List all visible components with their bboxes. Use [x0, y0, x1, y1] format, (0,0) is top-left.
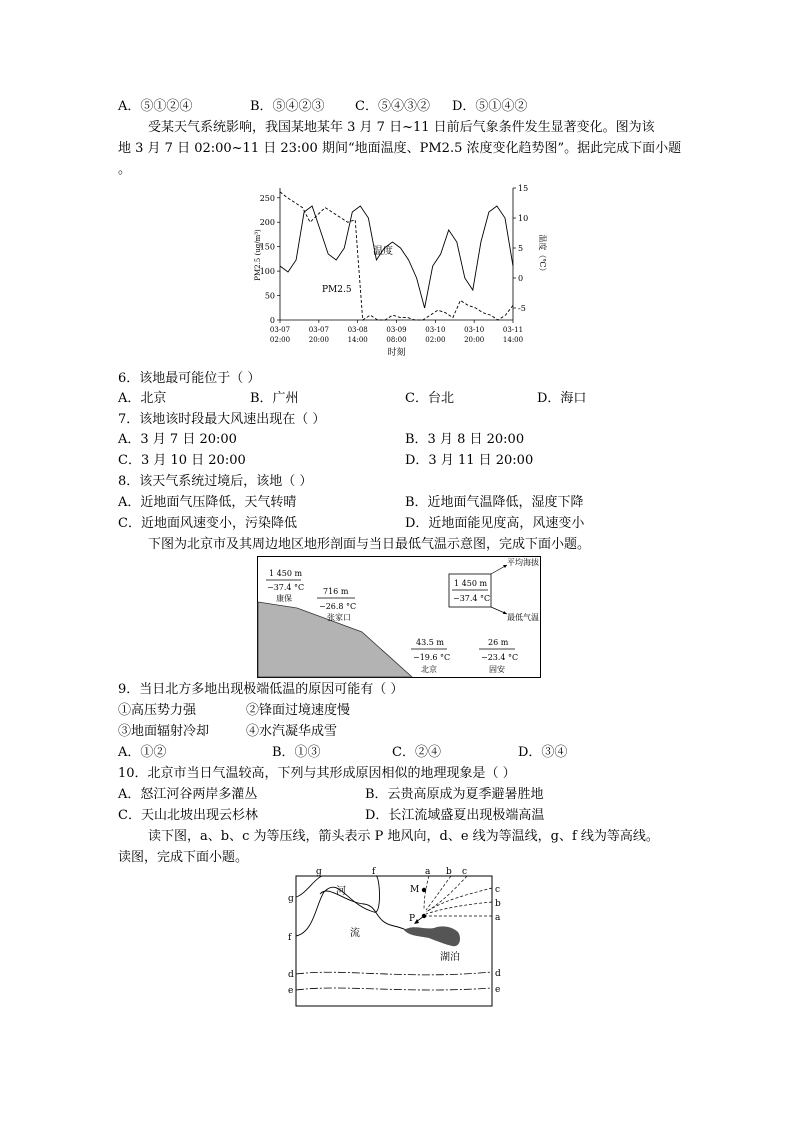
map-label-c-top: c — [462, 867, 468, 877]
q9-option-b: B．①③ — [272, 745, 321, 760]
right-tick-label-1: 0 — [518, 274, 524, 283]
left-tick-label-1: 50 — [264, 291, 275, 301]
q7-stem: 7．该地该时段最大风速出现在（ ） — [118, 412, 326, 427]
q8-stem: 8．该天气系统过境后，该地（ ） — [118, 474, 313, 489]
beijing-elev: 43.5 m — [416, 638, 444, 647]
intro3-line1: 读下图，a、b、c 为等压线，箭头表示 P 地风向，d、e 线为等温线，g、f 线为等高线。 — [148, 829, 659, 844]
q10-stem: 10．北京市当日气温较高，下列与其形成原因相似的地理现象是（ ） — [118, 766, 516, 781]
map-label-d-left: d — [288, 970, 294, 980]
q10-option-d: D．长江流域盛夏出现极端高温 — [365, 808, 545, 823]
intro1-line2: 地 3 月 7 日 02:00~11 日 23:00 期间“地面温度、PM2.5 浓度变化趋势图”。据此完成下面小题 — [118, 141, 682, 156]
map-label-a-top: a — [425, 867, 431, 877]
zhangjiakou-temp: −26.8 °C — [319, 602, 357, 611]
q5-option-a: A．⑤①②④ — [118, 99, 193, 114]
right-tick-label-3: 10 — [518, 214, 529, 223]
left-tick-label-0: 0 — [269, 316, 275, 325]
x-tick-time-2: 14:00 — [347, 336, 368, 344]
x-axis-label: 时刻 — [387, 348, 406, 358]
q8-option-c: C．近地面风速变小，污染降低 — [118, 516, 297, 531]
q9-option-d: D．③④ — [518, 745, 568, 760]
beijing-temp: −19.6 °C — [413, 653, 451, 662]
x-tick-time-3: 08:00 — [386, 336, 407, 344]
zhangjiakou-name: 张家口 — [327, 613, 351, 622]
q9-statement-2: ②锋面过境速度慢 — [246, 703, 351, 718]
q10-option-b: B．云贵高原成为夏季避暑胜地 — [365, 787, 544, 802]
q9-option-c: C．②④ — [392, 745, 441, 760]
x-tick-label-4: 03-10 — [425, 326, 446, 334]
kangbao-name: 康保 — [276, 594, 292, 603]
intro1-line1: 受某天气系统影响，我国某地某年 3 月 7 日~11 日前后气象条件发生显著变化。图为该 — [148, 120, 655, 135]
q10-option-c: C．天山北坡出现云杉林 — [118, 808, 258, 823]
q5-option-b: B．⑤④②③ — [250, 99, 325, 114]
terrain-profile-diagram — [257, 556, 541, 680]
kangbao-elev: 1 450 m — [269, 569, 303, 578]
q7-option-a: A．3 月 7 日 20:00 — [118, 432, 237, 447]
x-tick-label-6: 03-11 — [502, 326, 524, 334]
map-label-a-right: a — [495, 913, 501, 923]
map-label-f-left: f — [288, 933, 292, 943]
left-axis-label: PM2.5 (ug/m³) — [254, 229, 262, 281]
x-tick-label-2: 03-08 — [347, 326, 368, 334]
q9-stem: 9．当日北方多地出现极端低温的原因可能有（ ） — [118, 682, 404, 697]
q9-statement-1: ①高压势力强 — [118, 703, 197, 718]
guan-elev: 26 m — [488, 638, 509, 647]
x-tick-time-5: 20:00 — [464, 336, 485, 344]
map-label-b-right: b — [495, 899, 501, 909]
map-label-m: M — [410, 885, 420, 895]
x-tick-label-3: 03-09 — [386, 326, 407, 334]
right-axis-label: 温度（℃） — [538, 234, 547, 276]
right-tick-label-4: 15 — [518, 184, 529, 193]
guan-temp: −23.4 °C — [481, 653, 519, 662]
x-tick-label-0: 03-07 — [269, 326, 291, 334]
q8-option-d: D．近地面能见度高，风速变小 — [405, 516, 585, 531]
map-label-river1: 河 — [336, 886, 346, 897]
q5-option-c: C．⑤④③② — [355, 99, 430, 114]
map-label-river2: 流 — [350, 928, 360, 939]
x-tick-time-0: 02:00 — [269, 336, 291, 344]
left-tick-label-3: 150 — [259, 242, 275, 252]
legend-elev: 1 450 m — [454, 579, 488, 588]
series-line-1 — [280, 192, 513, 320]
q8-option-a: A．近地面气压降低，天气转晴 — [118, 495, 297, 510]
map-label-g-left: g — [288, 894, 294, 904]
series-name-pm25: PM2.5 — [322, 285, 352, 295]
q7-option-b: B．3 月 8 日 20:00 — [405, 432, 525, 447]
x-tick-time-1: 20:00 — [308, 336, 329, 344]
q6-stem: 6．该地最可能位于（ ） — [118, 371, 261, 386]
legend-bottom-label: 最低气温 — [507, 613, 539, 622]
map-label-g-top: g — [316, 867, 322, 877]
q9-option-a: A．①② — [118, 745, 167, 760]
right-tick-label-2: 5 — [518, 244, 524, 253]
q6-option-d: D．海口 — [537, 391, 587, 406]
right-tick-label-0: -5 — [518, 304, 526, 313]
guan-name: 固安 — [489, 665, 505, 674]
q7-option-c: C．3 月 10 日 20:00 — [118, 453, 246, 468]
map-label-p: P — [409, 914, 416, 924]
q9-statement-4: ④水汽凝华成雪 — [246, 724, 338, 739]
q6-option-a: A．北京 — [118, 391, 167, 406]
map-label-b-top: b — [446, 867, 452, 877]
map-label-e-left: e — [288, 986, 294, 996]
intro3-line2: 读图，完成下面小题。 — [118, 850, 249, 865]
x-tick-time-6: 14:00 — [502, 336, 524, 344]
x-tick-label-5: 03-10 — [464, 326, 485, 334]
kangbao-temp: −37.4 °C — [267, 583, 305, 592]
q7-option-d: D．3 月 11 日 20:00 — [405, 453, 534, 468]
left-tick-label-2: 100 — [259, 267, 275, 277]
map-label-lake: 湖泊 — [440, 952, 460, 963]
x-tick-label-1: 03-07 — [308, 326, 329, 334]
intro1-line3: 。 — [118, 162, 132, 177]
map-label-c-right: c — [495, 885, 501, 895]
series-line-0 — [280, 206, 513, 308]
left-tick-label-5: 250 — [259, 193, 275, 203]
q6-option-c: C．台北 — [405, 391, 454, 406]
q10-option-a: A．怒江河谷两岸多灌丛 — [118, 787, 258, 802]
map-label-f-top: f — [372, 867, 376, 877]
map-label-e-right: e — [495, 985, 501, 995]
isobar-map-diagram — [284, 864, 506, 1010]
q9-statement-3: ③地面辐射冷却 — [118, 724, 210, 739]
q6-option-b: B．广州 — [250, 391, 299, 406]
q8-option-b: B．近地面气温降低，湿度下降 — [405, 495, 584, 510]
q5-option-d: D．⑤①④② — [452, 99, 528, 114]
x-tick-time-4: 02:00 — [425, 336, 446, 344]
zhangjiakou-elev: 716 m — [323, 587, 349, 596]
legend-temp: −37.4 °C — [453, 594, 491, 603]
temp-pm25-chart — [248, 180, 548, 365]
series-name-temp: 温度 — [373, 246, 393, 257]
map-label-d-right: d — [495, 969, 501, 979]
beijing-name: 北京 — [421, 665, 437, 674]
legend-top-label: 平均海拔 — [507, 558, 539, 567]
intro2: 下图为北京市及其周边地区地形剖面与当日最低气温示意图，完成下面小题。 — [148, 537, 591, 552]
left-tick-label-4: 200 — [259, 218, 275, 228]
